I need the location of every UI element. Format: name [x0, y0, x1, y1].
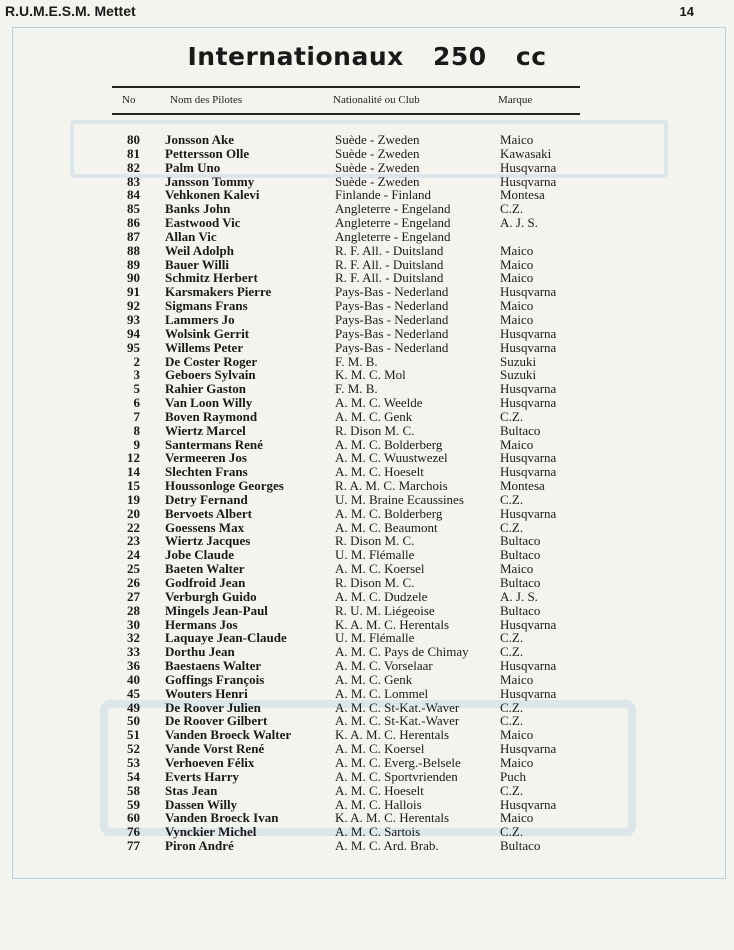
rider-club: A. M. C. Bolderberg	[335, 505, 443, 521]
rider-club: A. M. C. Koersel	[335, 741, 425, 757]
table-row	[112, 188, 556, 202]
rider-number: 86	[127, 215, 140, 231]
rider-number: 26	[127, 575, 140, 590]
rider-make: Maico	[500, 256, 534, 272]
rider-club: K. A. M. C. Herentals	[335, 616, 450, 632]
header-rule-top	[112, 86, 580, 88]
rider-number: 40	[127, 671, 140, 687]
rider-make: Maico	[500, 727, 534, 743]
rider-number: 23	[127, 533, 140, 549]
table-row	[112, 382, 556, 396]
rider-number: 83	[127, 173, 140, 189]
rider-name: Wiertz Jacques	[165, 533, 251, 549]
rider-club: Finlande - Finland	[335, 187, 432, 203]
table-row	[112, 631, 556, 645]
rider-club: A. M. C. Weelde	[335, 395, 423, 411]
rider-number: 28	[127, 602, 140, 618]
table-row	[112, 562, 556, 576]
table-row	[112, 244, 556, 258]
rider-make: Maico	[500, 671, 534, 687]
rider-make: C.Z.	[500, 630, 524, 646]
rider-number: 49	[127, 699, 140, 715]
table-row	[112, 839, 556, 853]
rider-club: Suède - Zweden	[335, 132, 420, 147]
rider-make: Maico	[500, 132, 534, 147]
rider-make: C.Z.	[500, 713, 524, 729]
table-row	[112, 313, 556, 327]
rider-number: 15	[127, 478, 140, 494]
rider-club: A. M. C. Ard. Brab.	[335, 838, 439, 854]
rider-number: 20	[127, 505, 140, 521]
table-row	[112, 687, 556, 701]
rider-make: Husqvarna	[500, 741, 557, 757]
rider-number: 84	[127, 187, 140, 203]
rider-name: Rahier Gaston	[165, 381, 247, 397]
rider-number: 33	[127, 644, 140, 660]
rider-name: Stas Jean	[165, 782, 218, 798]
rider-make	[500, 230, 556, 244]
table-row	[112, 770, 556, 784]
rider-number: 52	[127, 741, 140, 757]
rider-name: Allan Vic	[165, 228, 217, 244]
rider-number: 60	[127, 810, 140, 826]
rider-name: Detry Fernand	[165, 491, 248, 507]
table-row	[112, 133, 556, 147]
rider-name: Vanden Broeck Ivan	[165, 810, 279, 826]
header-club: R.U.M.E.S.M. Mettet	[5, 3, 136, 19]
table-row	[112, 714, 556, 728]
rider-make: Suzuki	[500, 367, 537, 383]
rider-number: 54	[127, 768, 140, 784]
table-row	[112, 438, 556, 452]
rider-name: Verburgh Guido	[165, 588, 257, 604]
rider-club: K. A. M. C. Herentals	[335, 810, 450, 826]
rider-club: A. M. C. St-Kat.-Waver	[335, 713, 460, 729]
table-row	[112, 811, 556, 825]
rider-number: 6	[133, 395, 140, 411]
rider-number: 2	[133, 353, 140, 369]
rider-make: Husqvarna	[500, 339, 557, 355]
rider-make: Kawasaki	[500, 145, 552, 161]
rider-name: Goffings François	[165, 671, 265, 687]
rider-name: Goessens Max	[165, 519, 245, 535]
rider-club: A. M. C. Wuustwezel	[335, 450, 448, 466]
rider-make: Maico	[500, 436, 534, 452]
rider-name: Boven Raymond	[165, 408, 258, 424]
title-word: Internationaux	[187, 42, 404, 71]
rider-club: U. M. Braine Ecaussines	[335, 491, 464, 507]
rider-name: Eastwood Vic	[165, 215, 241, 231]
rider-make: C.Z.	[500, 782, 524, 798]
table-row	[112, 576, 556, 590]
rider-club: R. Dison M. C.	[335, 422, 415, 438]
rider-club: F. M. B.	[335, 381, 378, 397]
rider-club: R. F. All. - Duitsland	[335, 270, 444, 286]
rider-number: 88	[127, 242, 140, 258]
rider-name: De Coster Roger	[165, 353, 258, 369]
rider-club: A. M. C. Hoeselt	[335, 782, 424, 798]
title-word: cc	[515, 42, 547, 71]
rider-club: R. A. M. C. Marchois	[335, 478, 448, 494]
rider-club: A. M. C. Genk	[335, 408, 413, 424]
rider-club: A. M. C. St-Kat.-Waver	[335, 699, 460, 715]
rider-club: U. M. Flémalle	[335, 630, 415, 646]
rider-make: Maico	[500, 242, 534, 258]
table-row	[112, 728, 556, 742]
rider-name: Dassen Willy	[165, 796, 238, 812]
rider-club: A. M. C. Bolderberg	[335, 436, 443, 452]
rider-make: Bultaco	[500, 547, 541, 563]
table-row	[112, 216, 556, 230]
rider-make: Bultaco	[500, 838, 541, 854]
rider-club: Suède - Zweden	[335, 173, 420, 189]
rider-number: 94	[127, 325, 140, 341]
rider-make: Husqvarna	[500, 685, 557, 701]
page-number: 14	[679, 4, 694, 19]
rider-name: Schmitz Herbert	[165, 270, 258, 286]
rider-name: Geboers Sylvain	[165, 367, 256, 383]
table-row	[112, 756, 556, 770]
table-row	[112, 424, 556, 438]
rider-club: Pays-Bas - Nederland	[335, 339, 449, 355]
rider-make: C.Z.	[500, 644, 524, 660]
rider-club: A. M. C. Genk	[335, 671, 413, 687]
rider-name: Sigmans Frans	[165, 298, 248, 314]
rider-make: Maico	[500, 561, 534, 577]
table-row	[112, 521, 556, 535]
rider-make: Husqvarna	[500, 464, 557, 480]
rider-name: Karsmakers Pierre	[165, 284, 272, 300]
table-row	[112, 645, 556, 659]
table-row	[112, 368, 556, 382]
rider-number: 3	[133, 367, 140, 383]
rider-club: Pays-Bas - Nederland	[335, 325, 449, 341]
rider-club: Suède - Zweden	[335, 145, 420, 161]
table-row	[112, 548, 556, 562]
rider-make: A. J. S.	[500, 588, 538, 604]
rider-name: Dorthu Jean	[165, 644, 235, 660]
table-row	[112, 590, 556, 604]
rider-make: C.Z.	[500, 408, 524, 424]
rider-make: Maico	[500, 754, 534, 770]
rider-name: De Roover Gilbert	[165, 713, 268, 729]
rider-club: K. A. M. C. Herentals	[335, 727, 450, 743]
rider-club: A. M. C. Dudzele	[335, 588, 428, 604]
col-header-make: Marque	[498, 94, 533, 106]
rider-name: Bervoets Albert	[165, 505, 253, 521]
rider-number: 19	[127, 491, 140, 507]
rider-number: 87	[127, 228, 140, 244]
rider-name: Baestaens Walter	[165, 658, 262, 674]
rider-number: 93	[127, 311, 140, 327]
rider-name: Mingels Jean-Paul	[165, 602, 268, 618]
rider-number: 92	[127, 298, 140, 314]
rider-make: Maico	[500, 270, 534, 286]
rider-make: Bultaco	[500, 602, 541, 618]
rider-name: Palm Uno	[165, 159, 221, 175]
table-row	[112, 230, 556, 244]
rider-name: Willems Peter	[165, 339, 244, 355]
rider-number: 32	[127, 630, 140, 646]
rider-number: 50	[127, 713, 140, 729]
table-row	[112, 465, 556, 479]
rider-number: 77	[127, 838, 140, 854]
rider-club: K. M. C. Mol	[335, 367, 406, 383]
rider-number: 24	[127, 547, 140, 563]
rider-name: Vande Vorst René	[165, 741, 265, 757]
rider-make: Husqvarna	[500, 325, 557, 341]
rider-number: 90	[127, 270, 140, 286]
col-header-no: No	[122, 94, 136, 106]
table-row	[112, 451, 556, 465]
table-row	[112, 784, 556, 798]
table-row	[112, 742, 556, 756]
rider-club: A. M. C. Hallois	[335, 796, 422, 812]
table-row	[112, 618, 556, 632]
rider-number: 85	[127, 201, 140, 217]
rider-club: Pays-Bas - Nederland	[335, 284, 449, 300]
rider-club: U. M. Flémalle	[335, 547, 415, 563]
rider-club: Pays-Bas - Nederland	[335, 298, 449, 314]
rider-make: Husqvarna	[500, 450, 557, 466]
rider-make: Bultaco	[500, 533, 541, 549]
table-row	[112, 798, 556, 812]
rider-name: Piron André	[165, 838, 234, 854]
rider-number: 7	[133, 408, 140, 424]
rider-number: 91	[127, 284, 140, 300]
rider-name: Slechten Frans	[165, 464, 248, 480]
rider-name: Jonsson Ake	[165, 132, 234, 147]
table-row	[112, 659, 556, 673]
rider-name: Van Loon Willy	[165, 395, 253, 411]
rider-make: Maico	[500, 810, 534, 826]
col-header-club: Nationalité ou Club	[333, 94, 420, 106]
rider-number: 9	[133, 436, 140, 452]
rider-club: R. U. M. Liégeoise	[335, 602, 435, 618]
col-header-name: Nom des Pilotes	[170, 94, 243, 106]
header-rule-bottom	[112, 113, 580, 115]
rider-number: 95	[127, 339, 140, 355]
rider-club: A. M. C. Hoeselt	[335, 464, 424, 480]
rider-number: 82	[127, 159, 140, 175]
rider-name: Banks John	[165, 201, 231, 217]
rider-name: Houssonloge Georges	[165, 478, 284, 494]
rider-number: 59	[127, 796, 140, 812]
rider-club: A. M. C. Koersel	[335, 561, 425, 577]
rider-make: Puch	[500, 768, 526, 784]
rider-number: 8	[133, 422, 140, 438]
rider-club: R. F. All. - Duitsland	[335, 242, 444, 258]
rider-number: 12	[127, 450, 140, 466]
rider-name: De Roover Julien	[165, 699, 261, 715]
rider-club: F. M. B.	[335, 353, 378, 369]
rider-name: Jansson Tommy	[165, 173, 255, 189]
rider-make: Montesa	[500, 187, 545, 203]
rider-name: Everts Harry	[165, 768, 240, 784]
table-row	[112, 534, 556, 548]
rider-number: 5	[133, 381, 140, 397]
rider-name: Vehkonen Kalevi	[165, 187, 260, 203]
rider-name: Vynckier Michel	[165, 824, 257, 840]
rider-make: C.Z.	[500, 519, 524, 535]
table-row	[112, 175, 556, 189]
rider-club: A. M. C. Pays de Chimay	[335, 644, 469, 660]
rider-name: Baeten Walter	[165, 561, 245, 577]
rider-name: Lammers Jo	[165, 311, 235, 327]
rider-name: Vanden Broeck Walter	[165, 727, 292, 743]
rider-club: R. F. All. - Duitsland	[335, 256, 444, 272]
rider-make: Bultaco	[500, 575, 541, 590]
table-row	[112, 147, 556, 161]
rider-number: 30	[127, 616, 140, 632]
rider-club: Angleterre - Engeland	[335, 215, 451, 231]
table-row	[112, 341, 556, 355]
rider-club: R. Dison M. C.	[335, 575, 415, 590]
rider-make: Suzuki	[500, 353, 537, 369]
rider-make: C.Z.	[500, 824, 524, 840]
rider-make: A. J. S.	[500, 215, 538, 231]
rider-club: Pays-Bas - Nederland	[335, 311, 449, 327]
rider-make: Montesa	[500, 478, 545, 494]
rider-name: Verhoeven Félix	[165, 754, 255, 770]
rider-make: Husqvarna	[500, 395, 557, 411]
table-row	[112, 673, 556, 687]
rider-name: Jobe Claude	[165, 547, 234, 563]
rider-name: Vermeeren Jos	[165, 450, 247, 466]
rider-club: A. M. C. Sportvrienden	[335, 768, 458, 784]
table-row	[112, 327, 556, 341]
rider-number: 89	[127, 256, 140, 272]
rider-club: A. M. C. Everg.-Belsele	[335, 754, 461, 770]
table-row	[112, 410, 556, 424]
table-row	[112, 271, 556, 285]
table-row	[112, 202, 556, 216]
table-row	[112, 299, 556, 313]
rider-name: Weil Adolph	[165, 242, 234, 258]
table-row	[112, 493, 556, 507]
rider-number: 27	[127, 588, 140, 604]
rider-number: 76	[127, 824, 140, 840]
rider-name: Bauer Willi	[165, 256, 229, 272]
table-row	[112, 285, 556, 299]
rider-number: 53	[127, 754, 140, 770]
rider-make: Husqvarna	[500, 381, 557, 397]
table-row	[112, 825, 556, 839]
rider-club: R. Dison M. C.	[335, 533, 415, 549]
rider-make: Husqvarna	[500, 173, 557, 189]
rider-name: Laquaye Jean-Claude	[165, 630, 287, 646]
rider-club: Suède - Zweden	[335, 159, 420, 175]
table-row	[112, 604, 556, 618]
rider-number: 80	[127, 132, 140, 147]
table-row	[112, 701, 556, 715]
table-row	[112, 258, 556, 272]
rider-number: 22	[127, 519, 140, 535]
rider-make: Maico	[500, 298, 534, 314]
rider-number: 51	[127, 727, 140, 743]
rider-make: Husqvarna	[500, 284, 557, 300]
rider-number: 36	[127, 658, 140, 674]
page-title	[0, 42, 734, 71]
rider-make: Husqvarna	[500, 505, 557, 521]
table-row	[112, 479, 556, 493]
rider-club: Angleterre - Engeland	[335, 228, 451, 244]
rider-number: 25	[127, 561, 140, 577]
title-word: 250	[432, 42, 487, 71]
rider-name: Wolsink Gerrit	[165, 325, 250, 341]
rider-club: A. M. C. Lommel	[335, 685, 429, 701]
table-row	[112, 507, 556, 521]
rider-name: Pettersson Olle	[165, 145, 250, 161]
rider-table	[112, 133, 556, 853]
rider-name: Santermans René	[165, 436, 263, 452]
rider-make: C.Z.	[500, 201, 524, 217]
rider-number: 14	[127, 464, 140, 480]
rider-make: Bultaco	[500, 422, 541, 438]
table-row	[112, 161, 556, 175]
rider-make: Husqvarna	[500, 616, 557, 632]
rider-number: 45	[127, 685, 140, 701]
rider-make: C.Z.	[500, 699, 524, 715]
table-row	[112, 355, 556, 369]
rider-number: 58	[127, 782, 140, 798]
rider-name: Hermans Jos	[165, 616, 238, 632]
rider-club: Angleterre - Engeland	[335, 201, 451, 217]
rider-make: Husqvarna	[500, 796, 557, 812]
rider-number: 81	[127, 145, 140, 161]
rider-club: A. M. C. Beaumont	[335, 519, 438, 535]
rider-make: Husqvarna	[500, 658, 557, 674]
rider-name: Wouters Henri	[165, 685, 248, 701]
rider-make: Husqvarna	[500, 159, 557, 175]
rider-club: A. M. C. Vorselaar	[335, 658, 433, 674]
rider-club: A. M. C. Sartois	[335, 824, 421, 840]
rider-make: Maico	[500, 311, 534, 327]
rider-name: Godfroid Jean	[165, 575, 246, 590]
table-row	[112, 396, 556, 410]
rider-make: C.Z.	[500, 491, 524, 507]
rider-name: Wiertz Marcel	[165, 422, 246, 438]
